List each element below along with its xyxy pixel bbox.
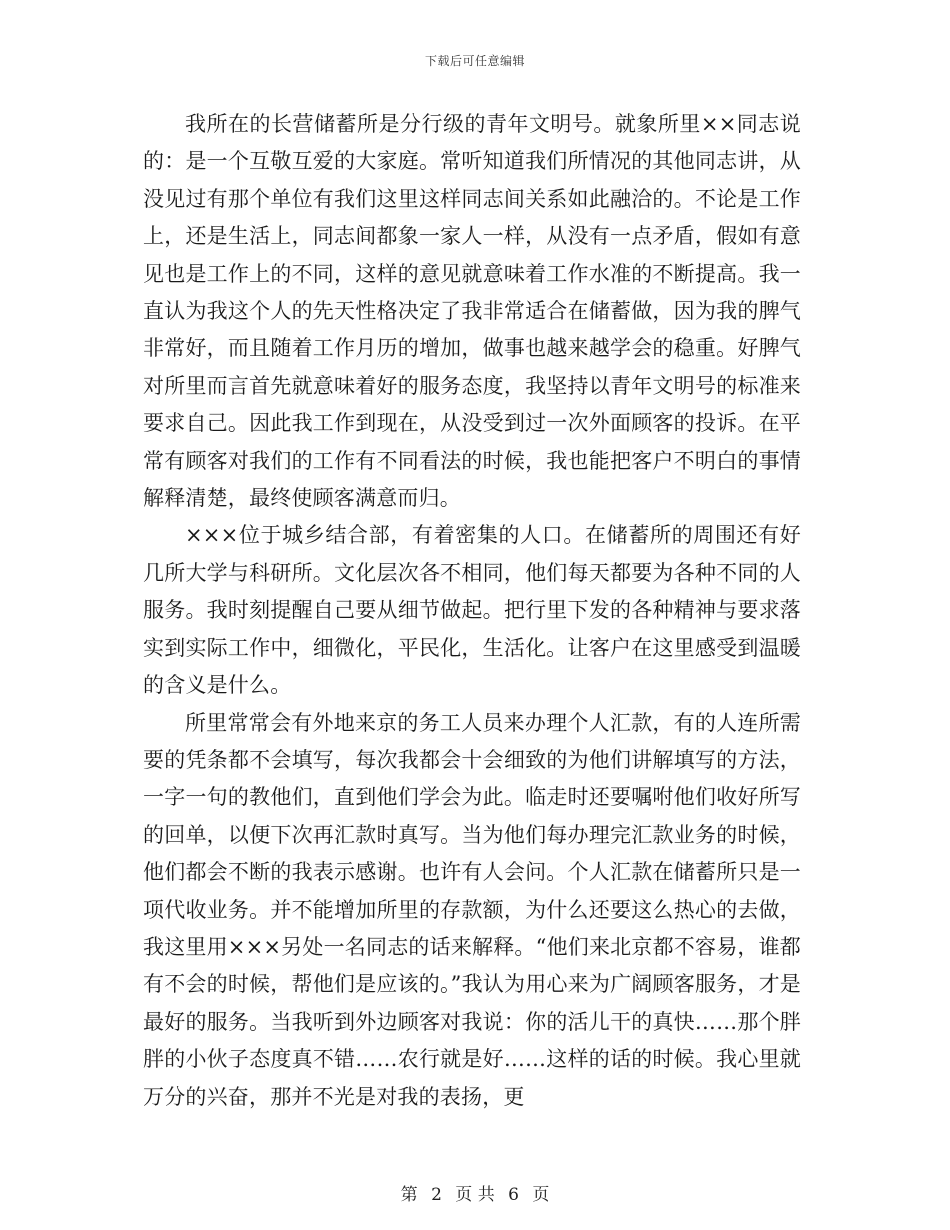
paragraph-3: 所里常常会有外地来京的务工人员来办理个人汇款，有的人连所需要的凭条都不会填写，每次我都会十会细致的为他们讲解填写的方法，一字一句的教他们，直到他们学会为此。临走时还要嘱咐他们收好所写的回单，以便下次再汇款时真写。当为他们每办理完汇款业务的时候，他们都会不断的我表示感谢。也许有人会问。个人汇款在储蓄所只是一项代收业务。并不能增加所里的存款额，为什么还要这么热心的去做，我这里用×××另处一名同志的话来解释。“他们来北京都不容易，谁都有不会的时候，帮他们是应该的。”我认为用心来为广阔顾客服务，才是最好的服务。当我听到外边顾客对我说：你的活儿干的真快……那个胖胖的小伙子态度真不错……农行就是好……这样的话的时候。我心里就万分的兴奋，那并不光是对我的表扬，更 [143,710,801,1109]
footer-suffix: 页 [532,1185,550,1205]
page-header: 下载后可任意编辑 [424,54,525,68]
page-number: 2 [431,1185,442,1205]
footer-middle: 页 共 [455,1185,495,1205]
page-total: 6 [508,1185,519,1205]
footer-prefix: 第 [400,1185,418,1205]
paragraph-1: 我所在的长营储蓄所是分行级的青年文明号。就象所里××同志说的：是一个互敬互爱的大家庭。常听知道我们所情况的其他同志讲，从没见过有那个单位有我们这里这样同志间关系如此融洽的。不论是工作上，还是生活上，同志间都象一家人一样，从没有一点矛盾，假如有意见也是工作上的不同，这样的意见就意味着工作水准的不断提高。我一直认为我这个人的先天性格决定了我非常适合在储蓄做，因为我的脾气非常好，而且随着工作月历的增加，做事也越来越学会的稳重。好脾气对所里而言首先就意味着好的服务态度，我坚持以青年文明号的标准来要求自己。因此我工作到现在，从没受到过一次外面顾客的投诉。在平常有顾客对我们的工作有不同看法的时候，我也能把客户不明白的事情解释清楚，最终使顾客满意而归。 [143,112,801,511]
page-footer [0,1180,950,1205]
document-body [143,106,801,1116]
paragraph-2: ×××位于城乡结合部，有着密集的人口。在储蓄所的周围还有好几所大学与科研所。文化层次各不相同，他们每天都要为各种不同的人服务。我时刻提醒自己要从细节做起。把行里下发的各种精神与要求落实到实际工作中，细微化，平民化，生活化。让客户在这里感受到温暖的含义是什么。 [143,523,801,698]
